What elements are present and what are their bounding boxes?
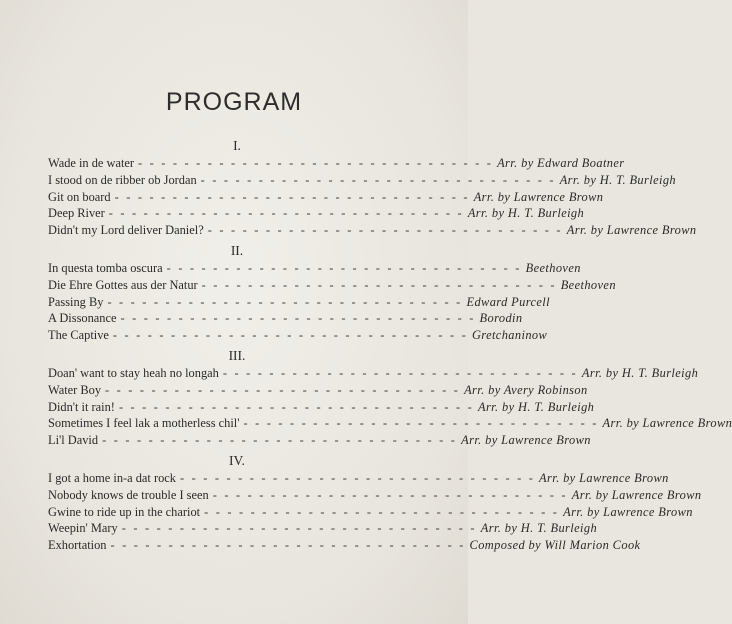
dash-leader: - - - - - - - - - - - - - - - - - - - - - - - - - - - - - - - [204,504,560,519]
piece-title: Git on board [48,189,111,204]
piece-title: Wade in de water [48,156,135,170]
program-item [48,205,585,222]
program-item [48,504,693,521]
program-item [48,222,697,239]
piece-credit: Arr. by Edward Boatner [497,156,625,170]
piece-credit: Arr. by H. T. Burleigh [559,172,677,187]
dash-leader: - - - - - - - - - - - - - - - - - - - - - - - - - - - - - - - [121,521,477,536]
piece-credit: Beethoven [525,260,581,275]
dash-leader: - - - - - - - - - - - - - - - - - - - - - - - - - - - - - - - [105,382,461,397]
dash-leader: - - - - - - - - - - - - - - - - - - - - - - - - - - - - - - - [138,156,494,170]
piece-title: I stood on de ribber ob Jordan [48,172,197,187]
section-numeral: III. [228,347,246,363]
piece-title: Deep River [48,206,105,221]
page-title: PROGRAM [165,88,303,116]
piece-title: The Captive [48,328,109,343]
program-item [48,487,702,504]
section-numeral: I. [233,138,241,153]
piece-title: A Dissonance [48,311,117,326]
piece-credit: Arr. by Lawrence Brown [539,470,669,485]
piece-title: Gwine to ride up in the chariot [48,504,201,519]
piece-title: Passing By [48,294,104,309]
dash-leader: - - - - - - - - - - - - - - - - - - - - - - - - - - - - - - - [112,328,468,343]
program-item [48,155,625,172]
piece-credit: Gretchaninow [471,328,548,343]
dash-leader: - - - - - - - - - - - - - - - - - - - - - - - - - - - - - - - [118,399,474,414]
program-section [48,241,616,344]
program-item [48,327,548,344]
section-numeral: IV. [229,452,245,468]
piece-credit: Arr. by H. T. Burleigh [480,521,598,536]
dash-leader: - - - - - - - - - - - - - - - - - - - - - - - - - - - - - - - [207,223,563,238]
piece-title: Water Boy [48,382,102,397]
program-item [48,520,598,537]
piece-credit: Arr. by H. T. Burleigh [581,365,699,380]
dash-leader: - - - - - - - - - - - - - - - - - - - - - - - - - - - - - - - [110,538,466,553]
dash-leader: - - - - - - - - - - - - - - - - - - - - - - - - - - - - - - - [102,433,458,448]
dash-leader: - - - - - - - - - - - - - - - - - - - - - - - - - - - - - - - [243,416,599,431]
dash-leader: - - - - - - - - - - - - - - - - - - - - - - - - - - - - - - - [108,206,464,221]
piece-title: Nobody knows de trouble I seen [48,487,209,502]
piece-credit: Arr. by H. T. Burleigh [467,206,585,221]
piece-title: Li'l David [48,433,99,448]
piece-title: Didn't my Lord deliver Daniel? [48,223,204,238]
program-item [48,277,616,294]
dash-leader: - - - - - - - - - - - - - - - - - - - - - - - - - - - - - - - [166,260,522,275]
piece-credit: Arr. by Lawrence Brown [473,189,604,204]
program-item [48,399,595,416]
piece-title: In questa tomba oscura [48,260,163,275]
piece-credit: Arr. by Lawrence Brown [461,433,591,448]
program-item [48,294,550,311]
dash-leader: - - - - - - - - - - - - - - - - - - - - - - - - - - - - - - - [222,365,578,380]
piece-title: Exhortation [48,538,107,553]
dash-leader: - - - - - - - - - - - - - - - - - - - - - - - - - - - - - - - [120,311,476,326]
piece-credit: Arr. by Lawrence Brown [563,504,693,519]
dash-leader: - - - - - - - - - - - - - - - - - - - - - - - - - - - - - - - [114,189,470,204]
program-item [48,310,523,327]
piece-credit: Arr. by Lawrence Brown [566,223,697,238]
program-section [48,346,732,449]
program-section [48,451,702,554]
dash-leader: - - - - - - - - - - - - - - - - - - - - - - - - - - - - - - - [180,470,536,485]
piece-title: Didn't it rain! [48,399,115,414]
piece-credit: Arr. by Lawrence Brown [602,416,732,431]
program-item [48,382,588,399]
piece-credit: Arr. by Avery Robinson [464,382,588,397]
program-item [48,365,699,382]
dash-leader: - - - - - - - - - - - - - - - - - - - - - - - - - - - - - - - [201,277,557,292]
piece-title: Sometimes I feel lak a motherless chil' [48,416,240,431]
program-section [48,136,697,239]
program-item [48,189,604,206]
program-item [48,172,677,189]
dash-leader: - - - - - - - - - - - - - - - - - - - - - - - - - - - - - - - [200,172,556,187]
piece-credit: Borodin [479,311,523,326]
program-item [48,470,669,487]
piece-credit: Composed by Will Marion Cook [469,538,641,553]
dash-leader: - - - - - - - - - - - - - - - - - - - - - - - - - - - - - - - [212,487,568,502]
piece-credit: Beethoven [560,277,616,292]
dash-leader: - - - - - - - - - - - - - - - - - - - - - - - - - - - - - - - [107,294,463,309]
program-item [48,432,591,449]
piece-title: Die Ehre Gottes aus der Natur [48,277,198,292]
piece-credit: Edward Purcell [466,294,550,309]
program-sections [48,134,732,554]
program-item [48,537,641,554]
program-item [48,260,581,277]
section-numeral: II. [230,242,244,258]
piece-credit: Arr. by Lawrence Brown [571,487,702,502]
piece-title: I got a home in-a dat rock [48,470,176,485]
piece-title: Doan' want to stay heah no longah [48,365,219,380]
piece-credit: Arr. by H. T. Burleigh [477,399,595,414]
piece-title: Weepin' Mary [48,521,118,536]
program-item [48,415,732,432]
